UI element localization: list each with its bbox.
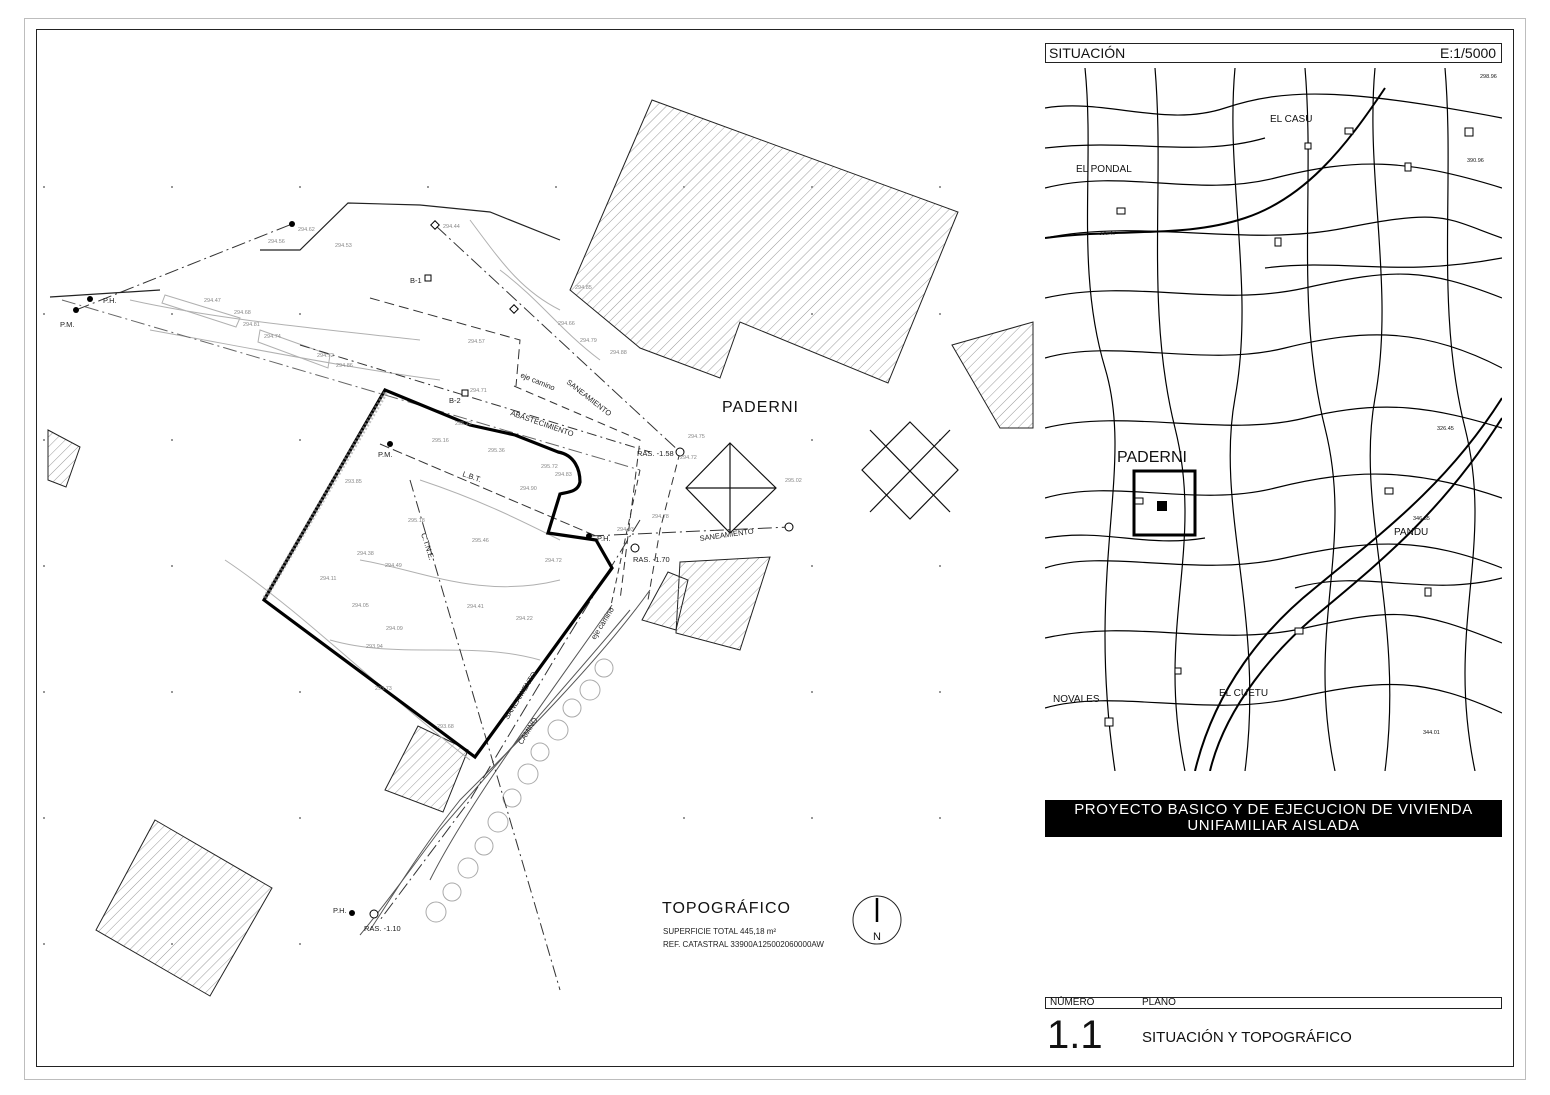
plan-header-row bbox=[1045, 997, 1502, 1009]
situacion-title: SITUACIÓN bbox=[1049, 45, 1126, 61]
svg-text:294.74: 294.74 bbox=[264, 334, 281, 340]
diamond-structures bbox=[686, 422, 958, 533]
svg-text:294.41: 294.41 bbox=[467, 604, 484, 610]
place-paderni: PADERNI bbox=[1117, 449, 1187, 466]
project-banner bbox=[1045, 800, 1502, 837]
svg-text:294.53: 294.53 bbox=[335, 243, 352, 249]
svg-text:295.36: 295.36 bbox=[488, 448, 505, 454]
svg-text:344.01: 344.01 bbox=[1423, 730, 1440, 736]
svg-text:294.38: 294.38 bbox=[357, 551, 374, 557]
label-eje-camino-2: eje camino bbox=[589, 605, 616, 642]
plano-label: PLANO bbox=[1142, 997, 1176, 1008]
place-name-paderni: PADERNI bbox=[722, 399, 799, 416]
svg-text:294.78: 294.78 bbox=[652, 514, 669, 520]
label-ph-3: P.H. bbox=[333, 906, 347, 915]
label-ras-2: RAS. -1.70 bbox=[633, 555, 670, 564]
svg-text:293.85: 293.85 bbox=[345, 479, 362, 485]
numero-label: NÚMERO bbox=[1050, 997, 1095, 1008]
svg-text:294.49: 294.49 bbox=[385, 563, 402, 569]
label-pm-1: P.M. bbox=[60, 320, 75, 329]
label-pm-2: P.M. bbox=[378, 450, 393, 459]
svg-text:298.96: 298.96 bbox=[1480, 74, 1497, 80]
svg-text:294.56: 294.56 bbox=[268, 239, 285, 245]
svg-text:294.90: 294.90 bbox=[520, 486, 537, 492]
svg-text:294.11: 294.11 bbox=[320, 576, 337, 582]
svg-text:294.85: 294.85 bbox=[575, 285, 592, 291]
svg-text:294.66: 294.66 bbox=[558, 321, 575, 327]
label-b2: B-2 bbox=[449, 396, 461, 405]
upper-boundary bbox=[50, 203, 560, 297]
svg-text:294.68: 294.68 bbox=[234, 310, 251, 316]
svg-text:294.75: 294.75 bbox=[688, 434, 705, 440]
svg-text:295.72: 295.72 bbox=[541, 464, 558, 470]
place-el-casu: EL CASU bbox=[1270, 114, 1313, 125]
label-ctne: C.T.N.E. bbox=[419, 531, 437, 562]
plan-name: SITUACIÓN Y TOPOGRÁFICO bbox=[1142, 1029, 1352, 1046]
svg-text:293.94: 293.94 bbox=[366, 644, 383, 650]
svg-text:294.72: 294.72 bbox=[545, 558, 562, 564]
label-lbt: L.B.T. bbox=[461, 469, 483, 485]
project-title-line1: PROYECTO BASICO Y DE EJECUCION DE VIVIENDA bbox=[1074, 801, 1473, 818]
svg-text:294.81: 294.81 bbox=[243, 322, 260, 328]
svg-text:294.09: 294.09 bbox=[386, 626, 403, 632]
topo-ref-catastral: REF. CATASTRAL 33900A125002060000AW bbox=[663, 940, 824, 949]
svg-text:293.68: 293.68 bbox=[437, 724, 454, 730]
svg-text:326.45: 326.45 bbox=[1437, 426, 1454, 432]
label-saneamiento-3: SANEAMIENTO bbox=[502, 670, 539, 722]
place-el-cuetu: EL CUETU bbox=[1219, 688, 1269, 699]
label-ph-1: P.H. bbox=[103, 296, 117, 305]
label-abastecimiento: ABASTECIMIENTO bbox=[509, 408, 575, 439]
topo-title: TOPOGRÁFICO bbox=[662, 900, 791, 917]
label-eje-camino-1: eje camino bbox=[519, 370, 557, 393]
svg-text:294.47: 294.47 bbox=[204, 298, 221, 304]
situacion-map bbox=[1045, 68, 1502, 771]
svg-text:294.22: 294.22 bbox=[516, 616, 533, 622]
place-el-pondal: EL PONDAL bbox=[1076, 164, 1132, 175]
label-ph-2: P.H. bbox=[597, 534, 611, 543]
svg-text:294.93: 294.93 bbox=[617, 527, 634, 533]
label-saneamiento-1: SANEAMIENTO bbox=[564, 377, 614, 419]
label-camino: CAMINO bbox=[516, 715, 540, 747]
plan-number: 1.1 bbox=[1047, 1013, 1103, 1057]
svg-text:295.18: 295.18 bbox=[408, 518, 425, 524]
svg-text:294.57: 294.57 bbox=[468, 339, 485, 345]
svg-text:295.22: 295.22 bbox=[455, 421, 472, 427]
hatched-buildings bbox=[48, 100, 1033, 996]
svg-text:294.44: 294.44 bbox=[443, 224, 460, 230]
label-ras-3: RAS. -1.10 bbox=[364, 924, 401, 933]
north-letter: N bbox=[873, 931, 881, 943]
svg-text:293.73: 293.73 bbox=[375, 686, 392, 692]
svg-text:295.16: 295.16 bbox=[432, 438, 449, 444]
svg-text:335.47: 335.47 bbox=[1099, 231, 1116, 237]
svg-text:294.86: 294.86 bbox=[336, 363, 353, 369]
label-saneamiento-2: SANEAMIENTO bbox=[699, 526, 755, 543]
project-title-line2: UNIFAMILIAR AISLADA bbox=[1187, 817, 1360, 834]
svg-text:294.79: 294.79 bbox=[580, 338, 597, 344]
svg-text:294.72: 294.72 bbox=[680, 455, 697, 461]
svg-text:295.02: 295.02 bbox=[785, 478, 802, 484]
svg-text:294.83: 294.83 bbox=[555, 472, 572, 478]
svg-text:346.35: 346.35 bbox=[1413, 516, 1430, 522]
north-arrow bbox=[853, 896, 901, 944]
topo-superficie: SUPERFICIE TOTAL 445,18 m² bbox=[663, 927, 777, 936]
svg-text:294.72: 294.72 bbox=[317, 353, 334, 359]
svg-text:294.71: 294.71 bbox=[470, 388, 487, 394]
place-pandu: PANDU bbox=[1394, 527, 1429, 538]
label-ras-1: RAS. -1.58 bbox=[637, 449, 674, 458]
svg-text:294.62: 294.62 bbox=[298, 227, 315, 233]
label-b1: B-1 bbox=[410, 276, 422, 285]
svg-text:294.05: 294.05 bbox=[352, 603, 369, 609]
place-novales: NOVALES bbox=[1053, 694, 1100, 705]
svg-text:294.88: 294.88 bbox=[610, 350, 627, 356]
svg-text:390.96: 390.96 bbox=[1467, 158, 1484, 164]
svg-text:295.46: 295.46 bbox=[472, 538, 489, 544]
situacion-scale: E:1/5000 bbox=[1440, 45, 1497, 61]
situacion-header-border bbox=[1045, 43, 1502, 63]
